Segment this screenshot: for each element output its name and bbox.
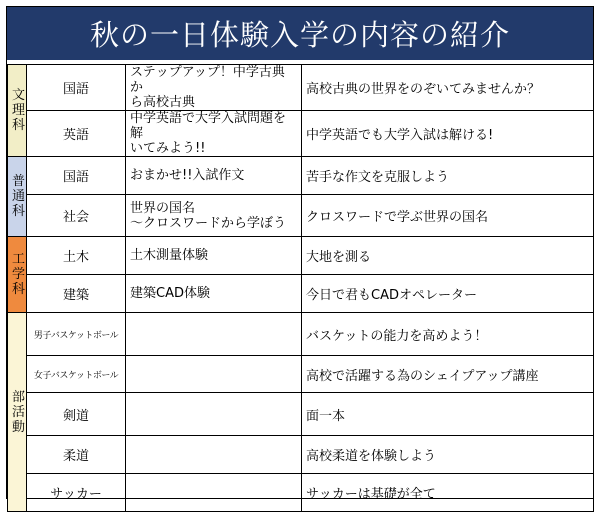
table-row — [8, 195, 594, 237]
course-line: ～クロスワードから学ぼう — [130, 215, 287, 231]
subject-cell: 英語 — [27, 111, 126, 157]
course-line: 中学英語で大学入試問題を解 — [130, 111, 287, 141]
department-label-cell — [8, 65, 27, 157]
subject-cell: サッカー — [27, 474, 126, 512]
department-label-char: 部 — [12, 389, 26, 405]
department-label-cell — [8, 313, 27, 512]
subject-cell: 女子バスケットボール — [27, 356, 126, 393]
department-label-char: 動 — [12, 419, 26, 435]
course-line: ら高校古典 — [130, 95, 196, 110]
table-row — [8, 65, 594, 111]
description-cell: 今日で君もCADオペレーター — [302, 275, 594, 313]
description-cell: 中学英語でも大学入試は解ける! — [302, 111, 594, 157]
table-row — [8, 356, 594, 393]
table-row — [8, 157, 594, 195]
subject-cell: 国語 — [27, 65, 126, 111]
course-line: 世界の国名 — [130, 200, 196, 216]
course-cell — [126, 195, 302, 237]
description-cell: 大地を測る — [302, 237, 594, 275]
subject-cell: 土木 — [27, 237, 126, 275]
subject-cell: 国語 — [27, 157, 126, 195]
table-row — [8, 393, 594, 436]
course-cell — [126, 313, 302, 356]
subject-cell: 建築 — [27, 275, 126, 313]
flyer-frame — [6, 6, 594, 502]
course-cell — [126, 157, 302, 195]
course-line: おまかせ!!入試作文 — [130, 168, 245, 183]
department-label-char: 学 — [12, 267, 26, 282]
department-label — [12, 174, 25, 219]
schedule-body — [8, 65, 594, 512]
table-row — [8, 313, 594, 356]
description-cell: 高校古典の世界をのぞいてみませんか？ — [302, 65, 594, 111]
page-title: 秋の一日体験入学の内容の紹介 — [7, 7, 593, 60]
table-row — [8, 237, 594, 275]
subject-cell: 柔道 — [27, 436, 126, 474]
course-line: いてみよう!! — [130, 141, 206, 156]
course-cell — [126, 356, 302, 393]
department-label-char: 文 — [12, 88, 26, 103]
table-row — [8, 111, 594, 157]
schedule-table — [7, 64, 594, 512]
department-label-char: 普 — [12, 174, 26, 189]
subject-cell: 剣道 — [27, 393, 126, 436]
department-label — [12, 88, 25, 133]
department-label-char: 活 — [12, 404, 26, 420]
description-cell: 苦手な作文を克服しよう — [302, 157, 594, 195]
subject-cell: 男子バスケットボール — [27, 313, 126, 356]
course-line: 建築CAD体験 — [130, 286, 210, 301]
subject-cell: 社会 — [27, 195, 126, 237]
description-cell: 高校で活躍する為のシェイプアップ講座 — [302, 356, 594, 393]
department-label — [12, 390, 25, 435]
table-row — [8, 275, 594, 313]
description-cell: 高校柔道を体験しよう — [302, 436, 594, 474]
department-label-char: 通 — [12, 189, 26, 204]
department-label-char: 工 — [12, 252, 26, 267]
course-line: ステップアップ！中学古典か — [130, 65, 285, 95]
department-label-char: 科 — [12, 282, 26, 297]
course-cell — [126, 65, 302, 111]
course-cell — [126, 436, 302, 474]
course-cell — [126, 474, 302, 512]
course-cell — [126, 275, 302, 313]
department-label-char: 科 — [12, 204, 26, 219]
course-cell — [126, 393, 302, 436]
department-label — [12, 252, 25, 297]
description-cell: バスケットの能力を高めよう！ — [302, 313, 594, 356]
course-cell — [126, 111, 302, 157]
description-cell: クロスワードで学ぶ世界の国名 — [302, 195, 594, 237]
department-label-char: 理 — [12, 103, 26, 118]
description-cell: 面一本 — [302, 393, 594, 436]
table-row — [8, 474, 594, 512]
description-cell: サッカーは基礎が全て — [302, 474, 594, 512]
department-label-cell — [8, 237, 27, 313]
department-label-char: 科 — [12, 118, 26, 133]
department-label-cell — [8, 157, 27, 237]
table-row — [8, 436, 594, 474]
course-cell — [126, 237, 302, 275]
course-line: 土木測量体験 — [130, 248, 209, 263]
